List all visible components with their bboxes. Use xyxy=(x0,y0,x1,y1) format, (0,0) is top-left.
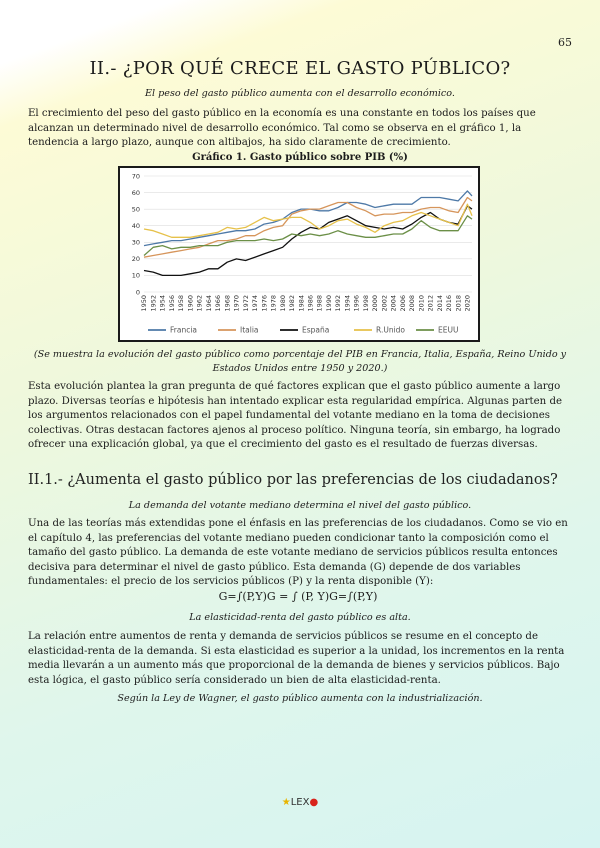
y-tick-label: 70 xyxy=(131,172,140,181)
y-tick-label: 40 xyxy=(131,222,140,231)
section-heading-subtitle: La demanda del votante mediano determina el nivel del gasto público. xyxy=(128,500,472,511)
y-tick-label: 0 xyxy=(135,288,140,297)
x-tick-label: 1978 xyxy=(269,295,278,312)
x-tick-label: 2000 xyxy=(371,295,380,312)
x-tick-label: 2008 xyxy=(408,295,417,312)
series-line-italia xyxy=(144,198,472,258)
drop-icon: ● xyxy=(309,797,319,808)
wagner-subtitle: Según la Ley de Wagner, el gasto público aumenta con la industrialización. xyxy=(117,693,483,704)
chart-caption: (Se muestra la evolución del gasto público como porcentaje del PIB en Francia, Italia, España, Reino Unido y Estados Unidos entre 1950 y 2020.) xyxy=(33,349,567,374)
footer-logo xyxy=(0,797,600,808)
page-title: II.- ¿POR QUÉ CRECE EL GASTO PÚBLICO? xyxy=(89,58,511,79)
star-icon: ★ xyxy=(281,797,291,808)
body-paragraph-4: La relación entre aumentos de renta y demanda de servicios públicos se resume en el concepto de elasticidad-renta de la demanda. Si esta elasticidad es superior a la unidad, los incrementos en la renta media llevarán a un aumento más que proporcional de la demanda de bienes y servicios públicos. Bajo esta lógica, el gasto público sería considerado un bien de alta elasticidad-renta. xyxy=(28,631,565,686)
x-tick-label: 1998 xyxy=(361,295,370,312)
legend-label: España xyxy=(302,325,330,335)
x-tick-label: 1956 xyxy=(167,295,176,312)
footer-text: LEX xyxy=(290,797,310,808)
y-tick-label: 10 xyxy=(131,271,140,280)
x-tick-label: 1966 xyxy=(214,295,223,312)
legend-label: Francia xyxy=(170,325,198,335)
x-tick-label: 2004 xyxy=(389,295,398,312)
page-number: 65 xyxy=(558,36,572,49)
section-heading: II.1.- ¿Aumenta el gasto público por las preferencias de los ciudadanos? xyxy=(28,472,558,488)
x-tick-label: 1972 xyxy=(241,295,250,312)
x-tick-label: 1994 xyxy=(343,295,352,312)
x-tick-label: 1950 xyxy=(140,295,149,312)
x-tick-label: 2006 xyxy=(398,295,407,312)
x-tick-label: 1982 xyxy=(288,295,297,312)
x-tick-label: 1952 xyxy=(149,295,158,312)
x-tick-label: 1976 xyxy=(260,295,269,312)
chart-container xyxy=(118,166,480,342)
x-tick-label: 1990 xyxy=(324,295,333,312)
section-subtitle: El peso del gasto público aumenta con el desarrollo económico. xyxy=(145,88,455,99)
body-paragraph-3: Una de las teorías más extendidas pone el énfasis en las preferencias de los ciudadanos. Como se vio en el capítulo 4, las preferencias del votante mediano pueden condicionar tanto la composición como el tamaño del gasto público. La demanda de este votante mediano de servicios públicos resulta entonces decisiva para determinar el nivel de gasto público. Esta demanda (G) depende de dos variables fundamentales: el precio de los servicios públicos (P) y la renta disponible (Y): xyxy=(28,518,568,587)
x-tick-label: 1964 xyxy=(204,295,213,312)
x-tick-label: 1992 xyxy=(334,295,343,312)
x-tick-label: 2010 xyxy=(417,295,426,312)
x-tick-label: 1954 xyxy=(158,295,167,312)
x-tick-label: 1996 xyxy=(352,295,361,312)
y-tick-label: 50 xyxy=(131,205,140,214)
legend-label: EEUU xyxy=(438,325,459,335)
y-tick-label: 20 xyxy=(131,255,140,264)
legend-label: Italia xyxy=(240,325,259,335)
x-tick-label: 2012 xyxy=(426,295,435,312)
x-tick-label: 1980 xyxy=(278,295,287,312)
x-tick-label: 2016 xyxy=(445,295,454,312)
x-tick-label: 1970 xyxy=(232,295,241,312)
body-paragraph-2: Esta evolución plantea la gran pregunta de qué factores explican que el gasto público aumente a largo plazo. Diversas teorías e hipótesis han intentado explicar esta regularidad empírica. Algunas parten de los argumentos relacionados con el papel fundamental del votante mediano en la toma de decisiones colectivas. Otras destacan factores ajenos al proceso político. Ninguna teoría, sin embargo, ha logrado ofrecer una explicación global, ya que el crecimiento del gasto es el resultado de fuerzas diversas. xyxy=(28,381,562,450)
series-line-espaa xyxy=(144,206,472,276)
x-tick-label: 2014 xyxy=(435,295,444,312)
x-tick-label: 1962 xyxy=(195,295,204,312)
y-tick-label: 60 xyxy=(131,188,140,197)
formula: G=∫(P,Y)G = ∫ (P, Y)G=∫(P,Y) xyxy=(218,590,378,603)
x-tick-label: 2018 xyxy=(454,295,463,312)
x-tick-label: 1974 xyxy=(251,295,260,312)
x-tick-label: 1984 xyxy=(297,295,306,312)
x-tick-label: 1988 xyxy=(315,295,324,312)
x-tick-label: 1968 xyxy=(223,295,232,312)
x-tick-label: 2020 xyxy=(463,295,472,312)
x-tick-label: 1958 xyxy=(177,295,186,312)
y-tick-label: 30 xyxy=(131,238,140,247)
x-tick-label: 1986 xyxy=(306,295,315,312)
chart-title: Gráfico 1. Gasto público sobre PIB (%) xyxy=(192,152,408,163)
legend-label: R.Unido xyxy=(376,325,406,335)
line-chart xyxy=(120,168,478,340)
intro-paragraph: El crecimiento del peso del gasto público en la economía es una constante en todos los países que alcanzan un determinado nivel de desarrollo económico. Tal como se observa en el gráfico 1, la tendencia a largo plazo, aunque con altibajos, ha sido claramente de crecimiento. xyxy=(28,108,536,148)
x-tick-label: 1960 xyxy=(186,295,195,312)
elasticity-subtitle: La elasticidad-renta del gasto público es alta. xyxy=(189,612,411,623)
x-tick-label: 2002 xyxy=(380,295,389,312)
